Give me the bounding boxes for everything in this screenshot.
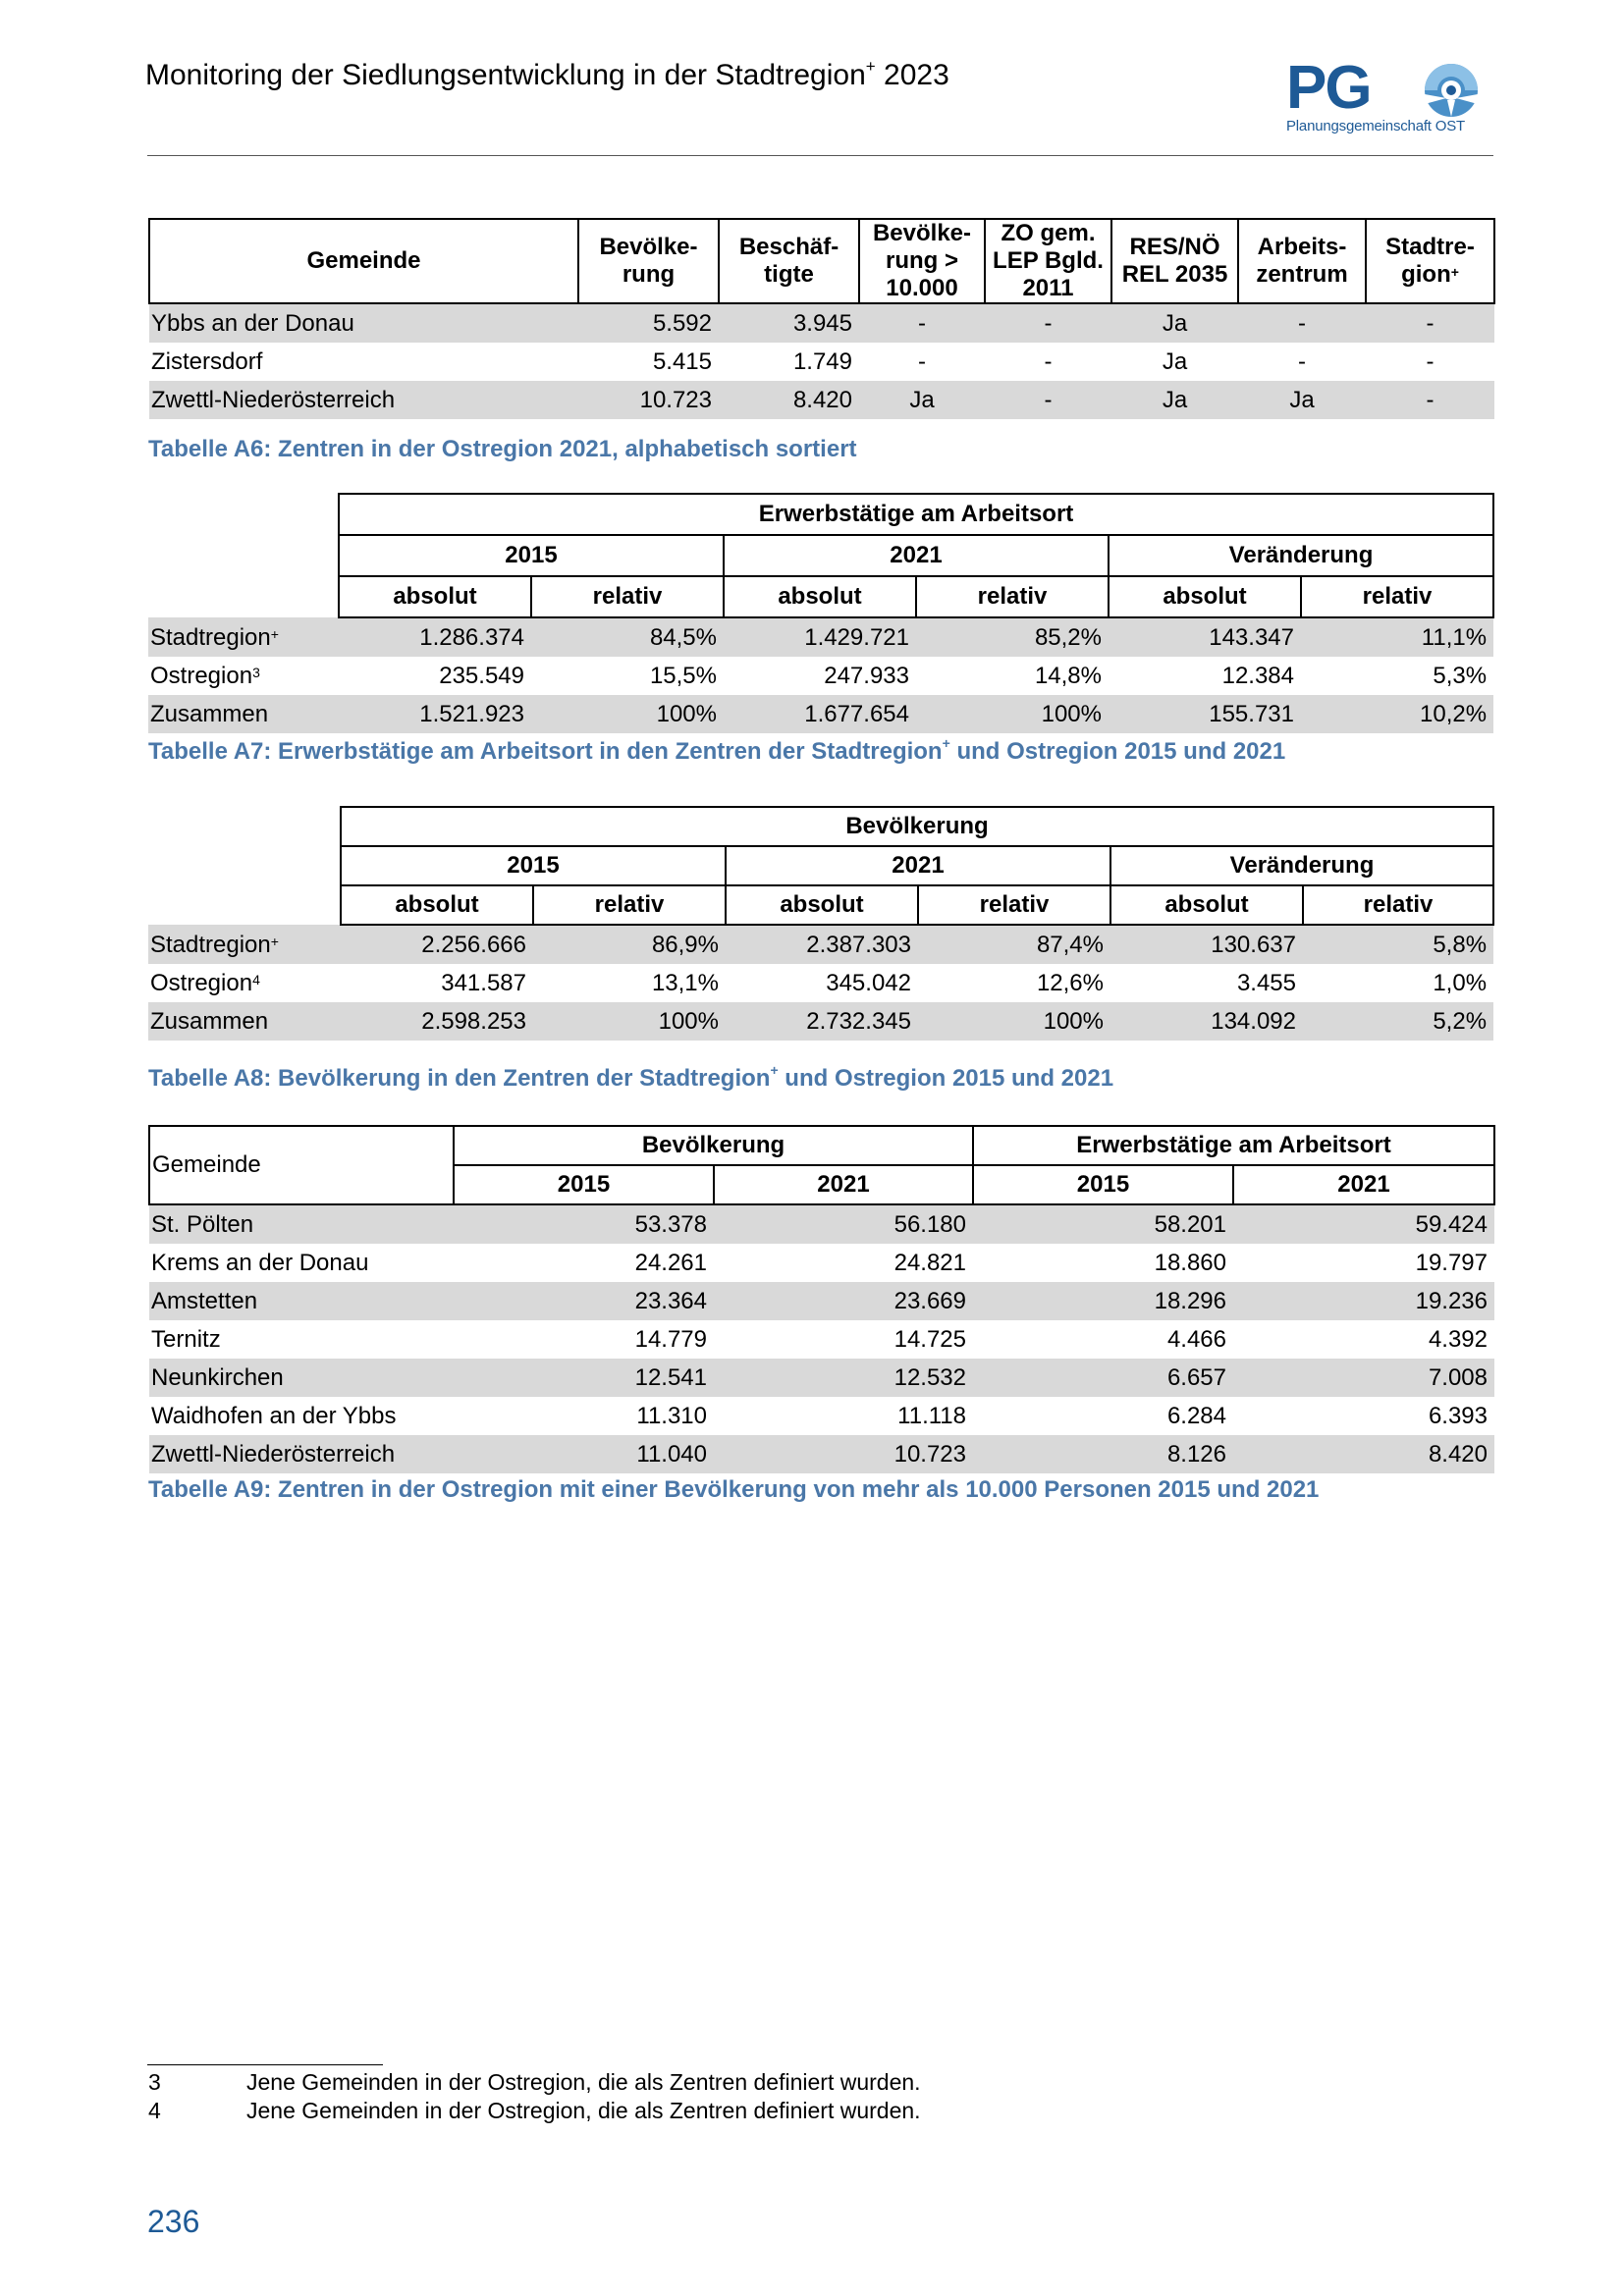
row-label: Zusammen <box>148 695 339 733</box>
cell: 6.284 <box>1166 1403 1226 1429</box>
year-header: 2021 <box>1233 1165 1494 1204</box>
subhead: absolut <box>1109 576 1301 617</box>
cell: - <box>859 303 985 343</box>
document-title: Monitoring der Siedlungsentwicklung in der Stadtregion+ 2023 <box>145 57 949 91</box>
cell: 11.310 <box>636 1403 707 1429</box>
table-a6 <box>148 218 1495 419</box>
table-row <box>149 381 1494 419</box>
table-a7-year-row <box>148 535 1493 576</box>
table-a7 <box>148 493 1494 733</box>
cell: 341.587 <box>441 970 526 996</box>
table-row <box>148 617 1493 657</box>
cell: 24.261 <box>634 1250 707 1276</box>
cell: 84,5% <box>531 617 724 657</box>
col-header: Stadtre-gion+ <box>1366 219 1494 303</box>
table-a8-title: Bevölkerung <box>341 807 1493 846</box>
cell: Ybbs an der Donau <box>149 303 578 343</box>
table-a9-group-row <box>149 1126 1494 1165</box>
table-a9 <box>148 1125 1495 1473</box>
footnote-divider <box>147 2064 383 2065</box>
table-row <box>149 1204 1494 1244</box>
col-header: Beschäf-tigte <box>719 219 859 303</box>
table-a7-subhead-row <box>148 576 1493 617</box>
cell: 10,2% <box>1301 695 1493 733</box>
cell: 130.637 <box>1110 925 1303 964</box>
cell: Zistersdorf <box>151 348 263 375</box>
cell: 12.532 <box>714 1359 973 1397</box>
cell: 59.424 <box>1233 1204 1494 1244</box>
cell: 2.732.345 <box>726 1002 918 1041</box>
cell: 56.180 <box>714 1204 973 1244</box>
cell: 14,8% <box>1034 663 1102 689</box>
table-row <box>149 1435 1494 1473</box>
cell: 18.296 <box>973 1282 1233 1320</box>
cell: Ja <box>1162 348 1188 375</box>
cell: - <box>1044 348 1053 375</box>
table-a9-caption: Tabelle A9: Zentren in der Ostregion mit einer Bevölkerung von mehr als 10.000 Personen 2015 und 2021 <box>148 1476 1320 1503</box>
group-header: Erwerbstätige am Arbeitsort <box>973 1126 1494 1165</box>
header-divider <box>147 155 1493 156</box>
footnote: 3 Jene Gemeinden in der Ostregion, die als Zentren definiert wurden. <box>148 2069 921 2095</box>
cell: 8.126 <box>973 1435 1233 1473</box>
cell: Zwettl-Niederösterreich <box>149 381 578 419</box>
cell: Krems an der Donau <box>151 1250 369 1276</box>
cell: 100% <box>916 695 1109 733</box>
cell: 12,6% <box>1036 970 1104 996</box>
cell: 1.521.923 <box>339 695 531 733</box>
group-header: Bevölkerung <box>454 1126 973 1165</box>
cell: 235.549 <box>439 663 524 689</box>
year-header: 2015 <box>454 1165 714 1204</box>
table-row <box>148 964 1493 1002</box>
table-a6-header-row <box>149 219 1494 303</box>
col-header-gemeinde: Gemeinde <box>149 1126 454 1204</box>
cell: St. Pölten <box>149 1204 454 1244</box>
cell: - <box>1238 303 1366 343</box>
cell: 58.201 <box>973 1204 1233 1244</box>
cell: 1,0% <box>1433 970 1488 996</box>
subhead: relativ <box>533 885 726 925</box>
cell: 1.677.654 <box>724 695 916 733</box>
cell: 53.378 <box>454 1204 714 1244</box>
cell: 5.415 <box>652 348 712 375</box>
subhead: relativ <box>1301 576 1493 617</box>
cell: 18.860 <box>1154 1250 1226 1276</box>
cell: 8.420 <box>1233 1435 1494 1473</box>
cell: 11.040 <box>454 1435 714 1473</box>
table-row <box>148 1002 1493 1041</box>
cell: 24.821 <box>893 1250 966 1276</box>
year-header: 2021 <box>726 846 1110 885</box>
cell: - <box>1366 303 1494 343</box>
year-header: 2015 <box>973 1165 1233 1204</box>
cell: 23.669 <box>714 1282 973 1320</box>
subhead: relativ <box>531 576 724 617</box>
table-row <box>149 1397 1494 1435</box>
cell: 3.945 <box>719 303 859 343</box>
cell: 2.598.253 <box>341 1002 533 1041</box>
col-header: Bevölke-rung > 10.000 <box>859 219 985 303</box>
cell: 5.592 <box>578 303 719 343</box>
footnote: 4 Jene Gemeinden in der Ostregion, die als Zentren definiert wurden. <box>148 2098 921 2123</box>
cell: - <box>918 348 926 375</box>
table-row <box>148 925 1493 964</box>
col-header: ZO gem. LEP Bgld. 2011 <box>985 219 1111 303</box>
cell: Ja <box>1111 381 1238 419</box>
table-a8-subhead-row <box>148 885 1493 925</box>
cell: Amstetten <box>149 1282 454 1320</box>
subhead: absolut <box>339 576 531 617</box>
table-row <box>149 1320 1494 1359</box>
row-label: Ostregion$^3$ <box>150 663 260 689</box>
col-header: Gemeinde <box>149 219 578 303</box>
cell: 6.657 <box>973 1359 1233 1397</box>
cell: 3.455 <box>1236 970 1296 996</box>
col-header: RES/NÖ REL 2035 <box>1111 219 1238 303</box>
table-a8-title-row <box>148 807 1493 846</box>
table-a6-caption: Tabelle A6: Zentren in der Ostregion 2021, alphabetisch sortiert <box>148 436 857 462</box>
year-header: Veränderung <box>1110 846 1493 885</box>
cell: Ja <box>859 381 985 419</box>
year-header: Veränderung <box>1109 535 1493 576</box>
cell: 5,3% <box>1433 663 1488 689</box>
logo-caption: Planungsgemeinschaft OST <box>1286 118 1465 134</box>
cell: Ja <box>1238 381 1366 419</box>
year-header: 2021 <box>714 1165 973 1204</box>
cell: 11.118 <box>897 1403 966 1429</box>
subhead: relativ <box>1303 885 1493 925</box>
cell: 155.731 <box>1109 695 1301 733</box>
cell: - <box>985 303 1111 343</box>
table-row <box>148 695 1493 733</box>
cell: 100% <box>918 1002 1110 1041</box>
cell: 100% <box>531 695 724 733</box>
cell: 14.779 <box>634 1326 707 1353</box>
table-row <box>149 1359 1494 1397</box>
cell: Neunkirchen <box>149 1359 454 1397</box>
cell: 87,4% <box>918 925 1110 964</box>
cell: 13,1% <box>651 970 719 996</box>
subhead: absolut <box>726 885 918 925</box>
page-number: 236 <box>147 2204 200 2239</box>
cell: 247.933 <box>824 663 909 689</box>
subhead: absolut <box>724 576 916 617</box>
cell: 1.286.374 <box>339 617 531 657</box>
cell: - <box>985 381 1111 419</box>
cell: 2.387.303 <box>726 925 918 964</box>
cell: 14.725 <box>893 1326 966 1353</box>
cell: - <box>1366 381 1494 419</box>
cell: 12.541 <box>454 1359 714 1397</box>
cell: Ternitz <box>151 1326 221 1353</box>
table-a7-title: Erwerbstätige am Arbeitsort <box>339 494 1493 535</box>
cell: 345.042 <box>826 970 911 996</box>
logo-globe-icon <box>1425 64 1478 117</box>
cell: 10.723 <box>714 1435 973 1473</box>
cell: 6.393 <box>1428 1403 1488 1429</box>
table-row <box>149 1282 1494 1320</box>
year-header: 2015 <box>339 535 724 576</box>
cell: 1.429.721 <box>724 617 916 657</box>
cell: 12.384 <box>1221 663 1294 689</box>
table-row <box>149 343 1494 381</box>
cell: 19.236 <box>1233 1282 1494 1320</box>
cell: - <box>1298 348 1306 375</box>
cell: 86,9% <box>533 925 726 964</box>
cell: 11,1% <box>1301 617 1493 657</box>
cell: 19.797 <box>1415 1250 1488 1276</box>
row-label: Ostregion$^4$ <box>150 970 260 996</box>
subhead: relativ <box>916 576 1109 617</box>
subhead: absolut <box>1110 885 1303 925</box>
subhead: absolut <box>341 885 533 925</box>
subhead: relativ <box>918 885 1110 925</box>
cell: Ja <box>1111 303 1238 343</box>
cell: 15,5% <box>649 663 717 689</box>
year-header: 2015 <box>341 846 726 885</box>
table-a7-title-row <box>148 494 1493 535</box>
logo-text: PG <box>1286 59 1371 122</box>
table-row <box>149 1244 1494 1282</box>
row-label: Stadtregion+ <box>148 617 339 657</box>
cell: 2.256.666 <box>341 925 533 964</box>
row-label: Stadtregion+ <box>148 925 341 964</box>
table-row <box>149 303 1494 343</box>
cell: 4.466 <box>1166 1326 1226 1353</box>
table-a7-caption: Tabelle A7: Erwerbstätige am Arbeitsort in den Zentren der Stadtregion+ und Ostregion 2015 und 2021 <box>148 735 1286 765</box>
cell: 1.749 <box>792 348 852 375</box>
table-row <box>148 657 1493 695</box>
cell: 5,8% <box>1303 925 1493 964</box>
cell: - <box>1426 348 1435 375</box>
cell: 100% <box>533 1002 726 1041</box>
cell: 8.420 <box>719 381 859 419</box>
col-header: Arbeits-zentrum <box>1238 219 1366 303</box>
col-header: Bevölke-rung <box>578 219 719 303</box>
table-a8 <box>148 806 1494 1041</box>
cell: 5,2% <box>1303 1002 1493 1041</box>
year-header: 2021 <box>724 535 1109 576</box>
table-a8-caption: Tabelle A8: Bevölkerung in den Zentren der Stadtregion+ und Ostregion 2015 und 2021 <box>148 1062 1114 1092</box>
cell: 7.008 <box>1233 1359 1494 1397</box>
cell: 10.723 <box>578 381 719 419</box>
cell: 85,2% <box>916 617 1109 657</box>
cell: Zwettl-Niederösterreich <box>149 1435 454 1473</box>
cell: 23.364 <box>454 1282 714 1320</box>
row-label: Zusammen <box>148 1002 341 1041</box>
cell: Waidhofen an der Ybbs <box>151 1403 397 1429</box>
cell: 143.347 <box>1109 617 1301 657</box>
table-a8-year-row <box>148 846 1493 885</box>
cell: 4.392 <box>1428 1326 1488 1353</box>
cell: 134.092 <box>1110 1002 1303 1041</box>
